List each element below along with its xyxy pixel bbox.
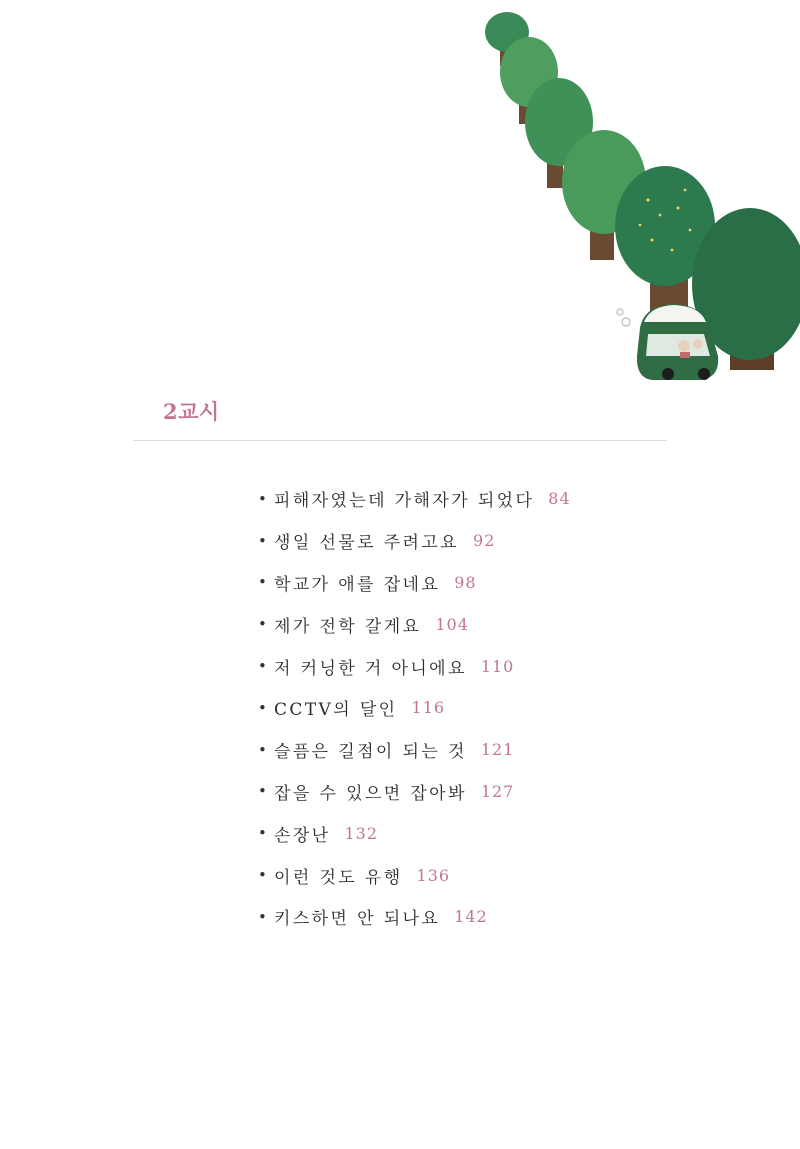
toc-item[interactable] xyxy=(258,562,571,604)
toc-item-page: 98 xyxy=(454,572,477,592)
exhaust-puffs xyxy=(617,309,630,326)
toc-item-title: 학교가 애를 잡네요 xyxy=(274,574,441,595)
tree-canopies xyxy=(485,12,800,360)
chapter-title: 2교시 xyxy=(163,399,220,424)
toc-item-title: 손장난 xyxy=(274,825,331,846)
toc-item[interactable] xyxy=(258,896,571,938)
toc-item-page: 127 xyxy=(480,781,515,801)
toc-item-page: 132 xyxy=(344,823,379,843)
bullet-icon: • xyxy=(258,740,270,759)
toc-item-page: 136 xyxy=(416,865,451,885)
toc-item[interactable] xyxy=(258,478,571,520)
toc-item[interactable] xyxy=(258,520,571,562)
toc-item[interactable] xyxy=(258,812,571,854)
toc-item-title: 피해자였는데 가해자가 되었다 xyxy=(274,491,535,512)
toc-item-title: 저 커닝한 거 아니에요 xyxy=(274,658,467,679)
bullet-icon: • xyxy=(258,866,270,885)
toc-item-page: 84 xyxy=(548,489,571,509)
toc-item-page: 110 xyxy=(480,656,515,676)
bullet-icon: • xyxy=(258,824,270,843)
toc-item-title: 잡을 수 있으면 잡아봐 xyxy=(274,783,467,804)
toc-item-page: 116 xyxy=(411,698,446,718)
toc-item-title: 슬픔은 길점이 되는 것 xyxy=(274,742,467,763)
toc-item[interactable] xyxy=(258,729,571,771)
toc-item-page: 92 xyxy=(473,531,496,551)
bullet-icon: • xyxy=(258,615,270,634)
bullet-icon: • xyxy=(258,573,270,592)
toc-item[interactable] xyxy=(258,771,571,813)
toc-item-title: 생일 선물로 주려고요 xyxy=(274,533,460,554)
toc-item-title: CCTV의 달인 xyxy=(274,700,398,721)
toc-item[interactable] xyxy=(258,645,571,687)
trees-and-car-illustration xyxy=(470,0,800,400)
table-of-contents xyxy=(258,478,571,938)
bullet-icon: • xyxy=(258,657,270,676)
bullet-icon: • xyxy=(258,907,270,926)
toc-item-page: 142 xyxy=(454,907,488,927)
toc-item-page: 121 xyxy=(480,740,515,760)
divider xyxy=(133,440,667,441)
bullet-icon: • xyxy=(258,489,270,508)
bullet-icon: • xyxy=(258,531,270,550)
toc-item-title: 키스하면 안 되나요 xyxy=(274,909,441,930)
toc-item[interactable] xyxy=(258,854,571,896)
toc-item-title: 이런 것도 유행 xyxy=(274,867,403,888)
toc-item[interactable] xyxy=(258,687,571,729)
toc-item-title: 제가 전학 갈게요 xyxy=(274,616,422,637)
bullet-icon: • xyxy=(258,782,270,801)
toc-item-page: 104 xyxy=(435,614,469,634)
bullet-icon: • xyxy=(258,698,270,717)
toc-item[interactable] xyxy=(258,603,571,645)
